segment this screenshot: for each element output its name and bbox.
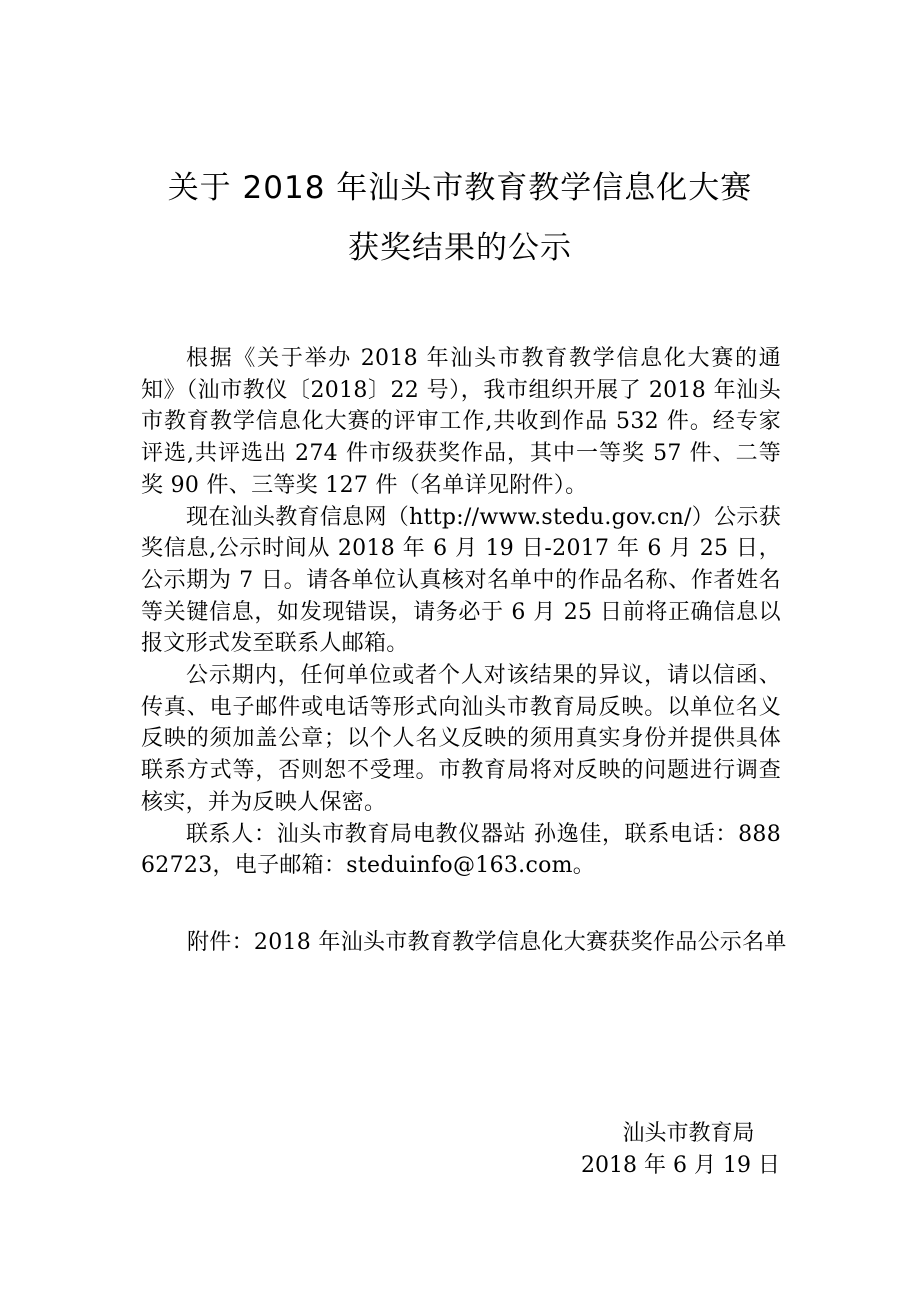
paragraph-contact: 联系人：汕头市教育局电教仪器站 孙逸佳，联系电话：88862723，电子邮箱：steduinfo@163.com。 — [141, 821, 781, 879]
signature-date: 2018 年 6 月 19 日 — [581, 1153, 780, 1178]
document-body — [141, 343, 781, 882]
attachment-note — [187, 927, 787, 959]
attachment-title: 2018 年汕头市教育教学信息化大赛获奖作品公示名单 — [253, 930, 787, 955]
paragraph-intro: 根据《关于举办 2018 年汕头市教育教学信息化大赛的通知》（汕市教仪〔2018〕22 号），我市组织开展了 2018 年汕头市教育教学信息化大赛的评审工作,共收到作品 532 件。经专家评选,共评选出 274 件市级获奖作品，其中一等奖 57 件、二等奖 90 件、三等奖 127 件（名单详见附件）。 — [141, 346, 781, 498]
attachment-label: 附件： — [187, 930, 254, 955]
signature-organization: 汕头市教育局 — [622, 1121, 755, 1146]
document-title-line-1: 关于 2018 年汕头市教育教学信息化大赛 — [167, 170, 753, 206]
paragraph-objection: 公示期内，任何单位或者个人对该结果的异议，请以信函、传真、电子邮件或电话等形式向汕头市教育局反映。以单位名义反映的须加盖公章；以个人名义反映的须用真实身份并提供具体联系方式等，否则恕不受理。市教育局将对反映的问题进行调查核实，并为反映人保密。 — [141, 663, 781, 815]
signature-block — [581, 1118, 780, 1182]
document-title-line-2: 获奖结果的公示 — [348, 230, 572, 266]
paragraph-publication: 现在汕头教育信息网（http://www.stedu.gov.cn/）公示获奖信息,公示时间从 2018 年 6 月 19 日-2017 年 6 月 25 日，公示期为 7 日。请各单位认真核对名单中的作品名称、作者姓名等关键信息，如发现错误，请务必于 6 月 25 日前将正确信息以报文形式发至联系人邮箱。 — [141, 504, 781, 657]
